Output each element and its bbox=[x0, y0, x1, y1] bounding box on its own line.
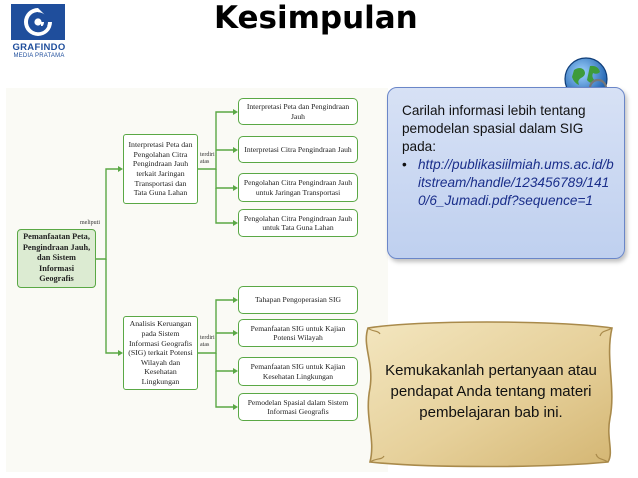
child-node: Pengolahan Citra Pengindraan Jauh untuk Tata Guna Lahan bbox=[238, 209, 358, 237]
scroll-text: Kemukakanlah pertanyaan atau pendapat Anda tentang materi pembelajaran bab ini. bbox=[385, 362, 597, 421]
edge-label-meliputi: meliputi bbox=[80, 220, 100, 226]
child-node: Interpretasi Citra Pengindraan Jauh bbox=[238, 136, 358, 163]
branch-node-analisis: Analisis Keruangan pada Sistem Informasi Geografis (SIG) terkait Potensi Wilayah dan Kesehatan Lingkungan bbox=[123, 316, 198, 390]
root-node: Pemanfaatan Peta, Pengindraan Jauh, dan Sistem Informasi Geografis bbox=[17, 229, 96, 288]
logo-subtitle: MEDIA PRATAMA bbox=[13, 53, 65, 59]
child-node: Pemanfaatan SIG untuk Kajian Kesehatan Lingkungan bbox=[238, 357, 358, 386]
child-node: Pengolahan Citra Pengindraan Jauh untuk Jaringan Transportasi bbox=[238, 173, 358, 202]
edge-label-terdiri-atas: terdiri atas bbox=[200, 335, 215, 348]
child-node: Pemanfaatan SIG untuk Kajian Potensi Wilayah bbox=[238, 319, 358, 347]
info-text: Carilah informasi lebih tentang pemodelan spasial dalam SIG pada: bbox=[402, 103, 586, 154]
child-node: Tahapan Pengoperasian SIG bbox=[238, 286, 358, 314]
info-list bbox=[402, 156, 614, 210]
reference-link[interactable]: http://publikasiilmiah.ums.ac.id/bitstream/handle/123456789/1410/6_Jumadi.pdf?sequence=1 bbox=[418, 157, 614, 208]
info-list-item bbox=[402, 156, 614, 210]
page-title: Kesimpulan bbox=[214, 0, 418, 36]
branch-node-interpretasi: Interpretasi Peta dan Pengolahan Citra Pengindraan Jauh terkait Jaringan Transportasi dan Tata Guna Lahan bbox=[123, 134, 198, 204]
child-node: Pemodelan Spasial dalam Sistem Informasi Geografis bbox=[238, 393, 358, 421]
info-box bbox=[387, 87, 625, 259]
bullet: • bbox=[402, 157, 407, 172]
child-node: Interpretasi Peta dan Pengindraan Jauh bbox=[238, 98, 358, 125]
logo-name: GRAFINDO bbox=[12, 42, 66, 53]
edge-label-terdiri-atas: terdiri atas bbox=[200, 152, 215, 165]
